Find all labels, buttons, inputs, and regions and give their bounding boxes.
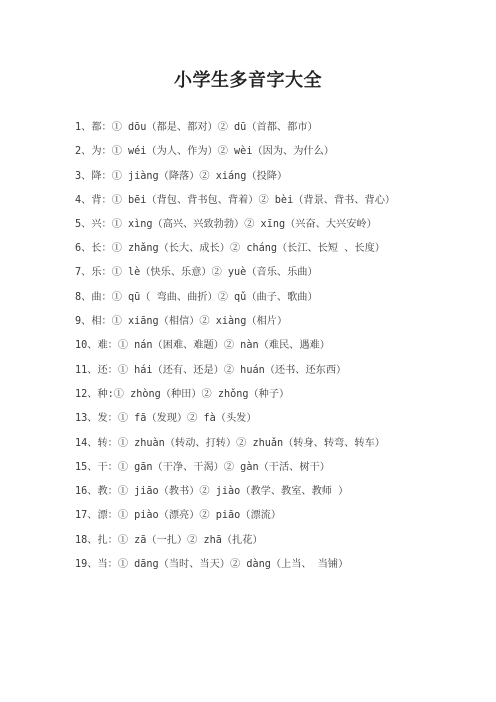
document-title: 小学生多音字大全 [174, 70, 322, 91]
list-item: 4、背：① bēi（背包、背书包、背着）② bèi（背景、背书、背心） [75, 194, 396, 206]
entry-list [75, 116, 430, 577]
list-item: 16、教：① jiāo（教书）② jiào（教学、教室、教师 ） [75, 486, 349, 498]
list-item: 12、种:① zhòng（种田）② zhǒng（种子） [75, 388, 290, 400]
list-item: 6、长：① zhǎng（长大、成长）② cháng（长江、长短 、长度） [75, 243, 385, 255]
list-item: 5、兴：① xìng（高兴、兴致勃勃）② xīng（兴奋、大兴安岭） [75, 218, 377, 230]
list-item: 17、漂：① piào（漂亮）② piāo（漂流） [75, 510, 282, 522]
list-item: 13、发：① fā（发现）② fà（头发） [75, 413, 257, 425]
list-item: 10、难：① nán（困难、难题）② nàn（难民、遇难） [75, 340, 330, 352]
list-item: 9、相：① xiāng（相信）② xiàng（相片） [75, 316, 288, 328]
list-item: 19、当：① dāng（当时、当天）② dàng（上当、 当铺） [75, 559, 349, 571]
list-item: 1、都：① dōu（都是、都对）② dū（首都、都市） [75, 122, 318, 133]
list-item: 3、降：① jiàng（降落）② xiáng（投降） [75, 170, 288, 182]
list-item: 7、乐：① lè（快乐、乐意）② yuè（音乐、乐曲） [75, 267, 318, 279]
list-item: 11、还：① hái（还有、还是）② huán（还书、还东西） [75, 364, 347, 376]
list-item: 8、曲：① qū（ 弯曲、曲折）② qǔ（曲子、歌曲） [75, 291, 318, 303]
list-item: 18、扎：① zā（一扎）② zhā（扎花） [75, 534, 263, 546]
list-item: 14、转：① zhuàn（转动、打转）② zhuǎn（转身、转弯、转车） [75, 437, 385, 449]
list-item: 2、为：① wéi（为人、作为）② wèi（因为、为什么） [75, 146, 334, 158]
list-item: 15、干：① gān（干净、干渴）② gàn（干活、树干） [75, 461, 330, 473]
